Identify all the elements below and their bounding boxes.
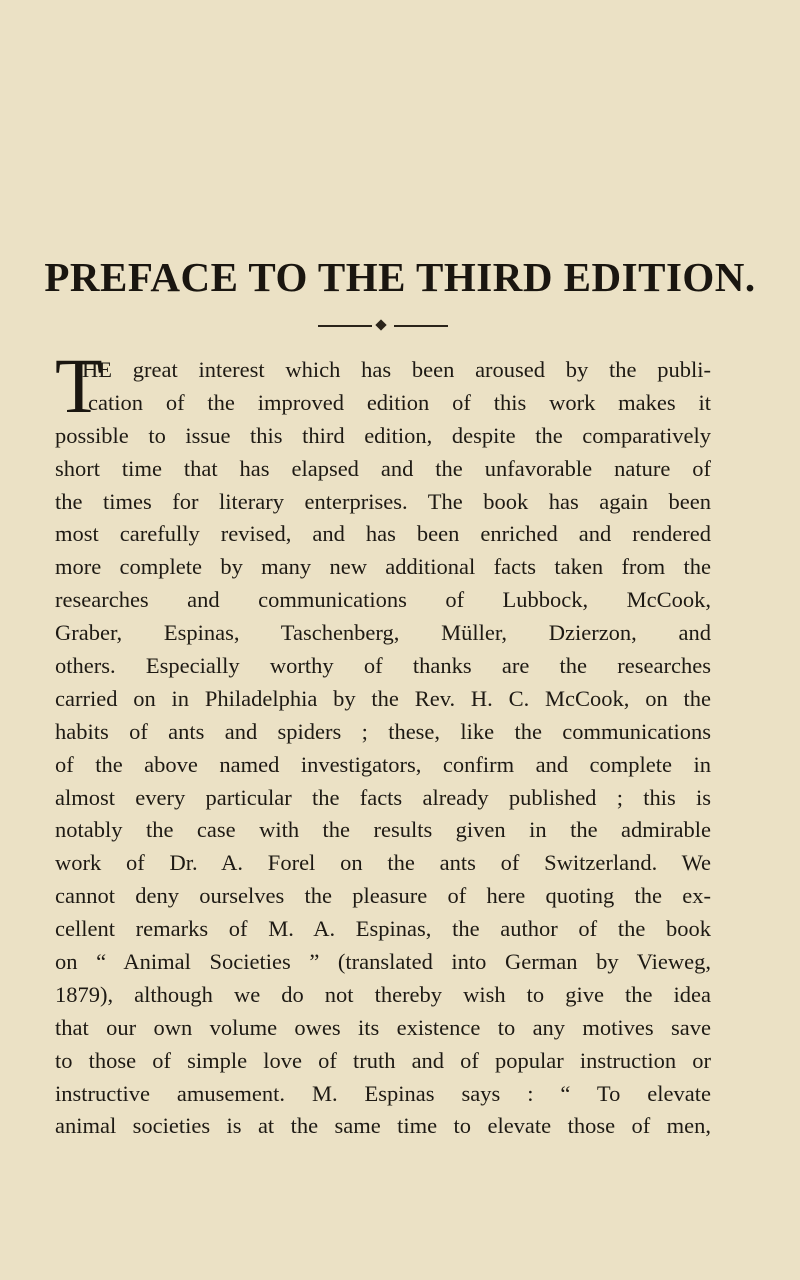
text-line: to those of simple love of truth and of popular instruction or <box>55 1047 711 1073</box>
body-paragraph <box>55 354 711 1143</box>
text-line: possible to issue this third edition, despite the comparatively <box>55 422 711 448</box>
text-line: 1879), although we do not thereby wish to give the idea <box>55 981 711 1007</box>
text-line: instructive amusement. M. Espinas says : “ To elevate <box>55 1080 711 1106</box>
text-line: carried on in Philadelphia by the Rev. H. C. McCook, on the <box>55 685 711 711</box>
text-line: researches and communications of Lubbock, McCook, <box>55 587 711 613</box>
text-line: cellent remarks of M. A. Espinas, the author of the book <box>55 916 711 942</box>
text-line: habits of ants and spiders ; these, like the communications <box>55 718 711 744</box>
text-line: cannot deny ourselves the pleasure of here quoting the ex- <box>55 883 711 909</box>
text-line: the times for literary enterprises. The book has again been <box>55 488 711 514</box>
drop-cap: T <box>55 352 103 418</box>
ornament-divider <box>318 321 448 331</box>
text-line: on “ Animal Societies ” (translated into German by Vieweg, <box>55 949 711 975</box>
text-line: cation of the improved edition of this work makes it <box>88 389 711 415</box>
text-line: others. Especially worthy of thanks are the researches <box>55 653 711 679</box>
text-line: almost every particular the facts already published ; this is <box>55 784 711 810</box>
divider-line-right <box>394 325 448 327</box>
text-line: more complete by many new additional facts taken from the <box>55 554 711 580</box>
text-line: notably the case with the results given in the admirable <box>55 817 711 843</box>
diamond-icon <box>375 319 386 330</box>
text-line: work of Dr. A. Forel on the ants of Switzerland. We <box>55 850 711 876</box>
page-title: PREFACE TO THE THIRD EDITION. <box>44 254 756 300</box>
text-line: that our own volume owes its existence to any motives save <box>55 1014 711 1040</box>
text-line: Graber, Espinas, Taschenberg, Müller, Dzierzon, and <box>55 620 711 646</box>
divider-line-left <box>318 325 372 327</box>
text-line: of the above named investigators, confirm and complete in <box>55 751 711 777</box>
text-line: most carefully revised, and has been enriched and rendered <box>55 521 711 547</box>
text-line: short time that has elapsed and the unfavorable nature of <box>55 455 711 481</box>
text-line: HE great interest which has been aroused by the publi- <box>82 357 711 382</box>
text-line: animal societies is at the same time to elevate those of men, <box>55 1113 711 1139</box>
